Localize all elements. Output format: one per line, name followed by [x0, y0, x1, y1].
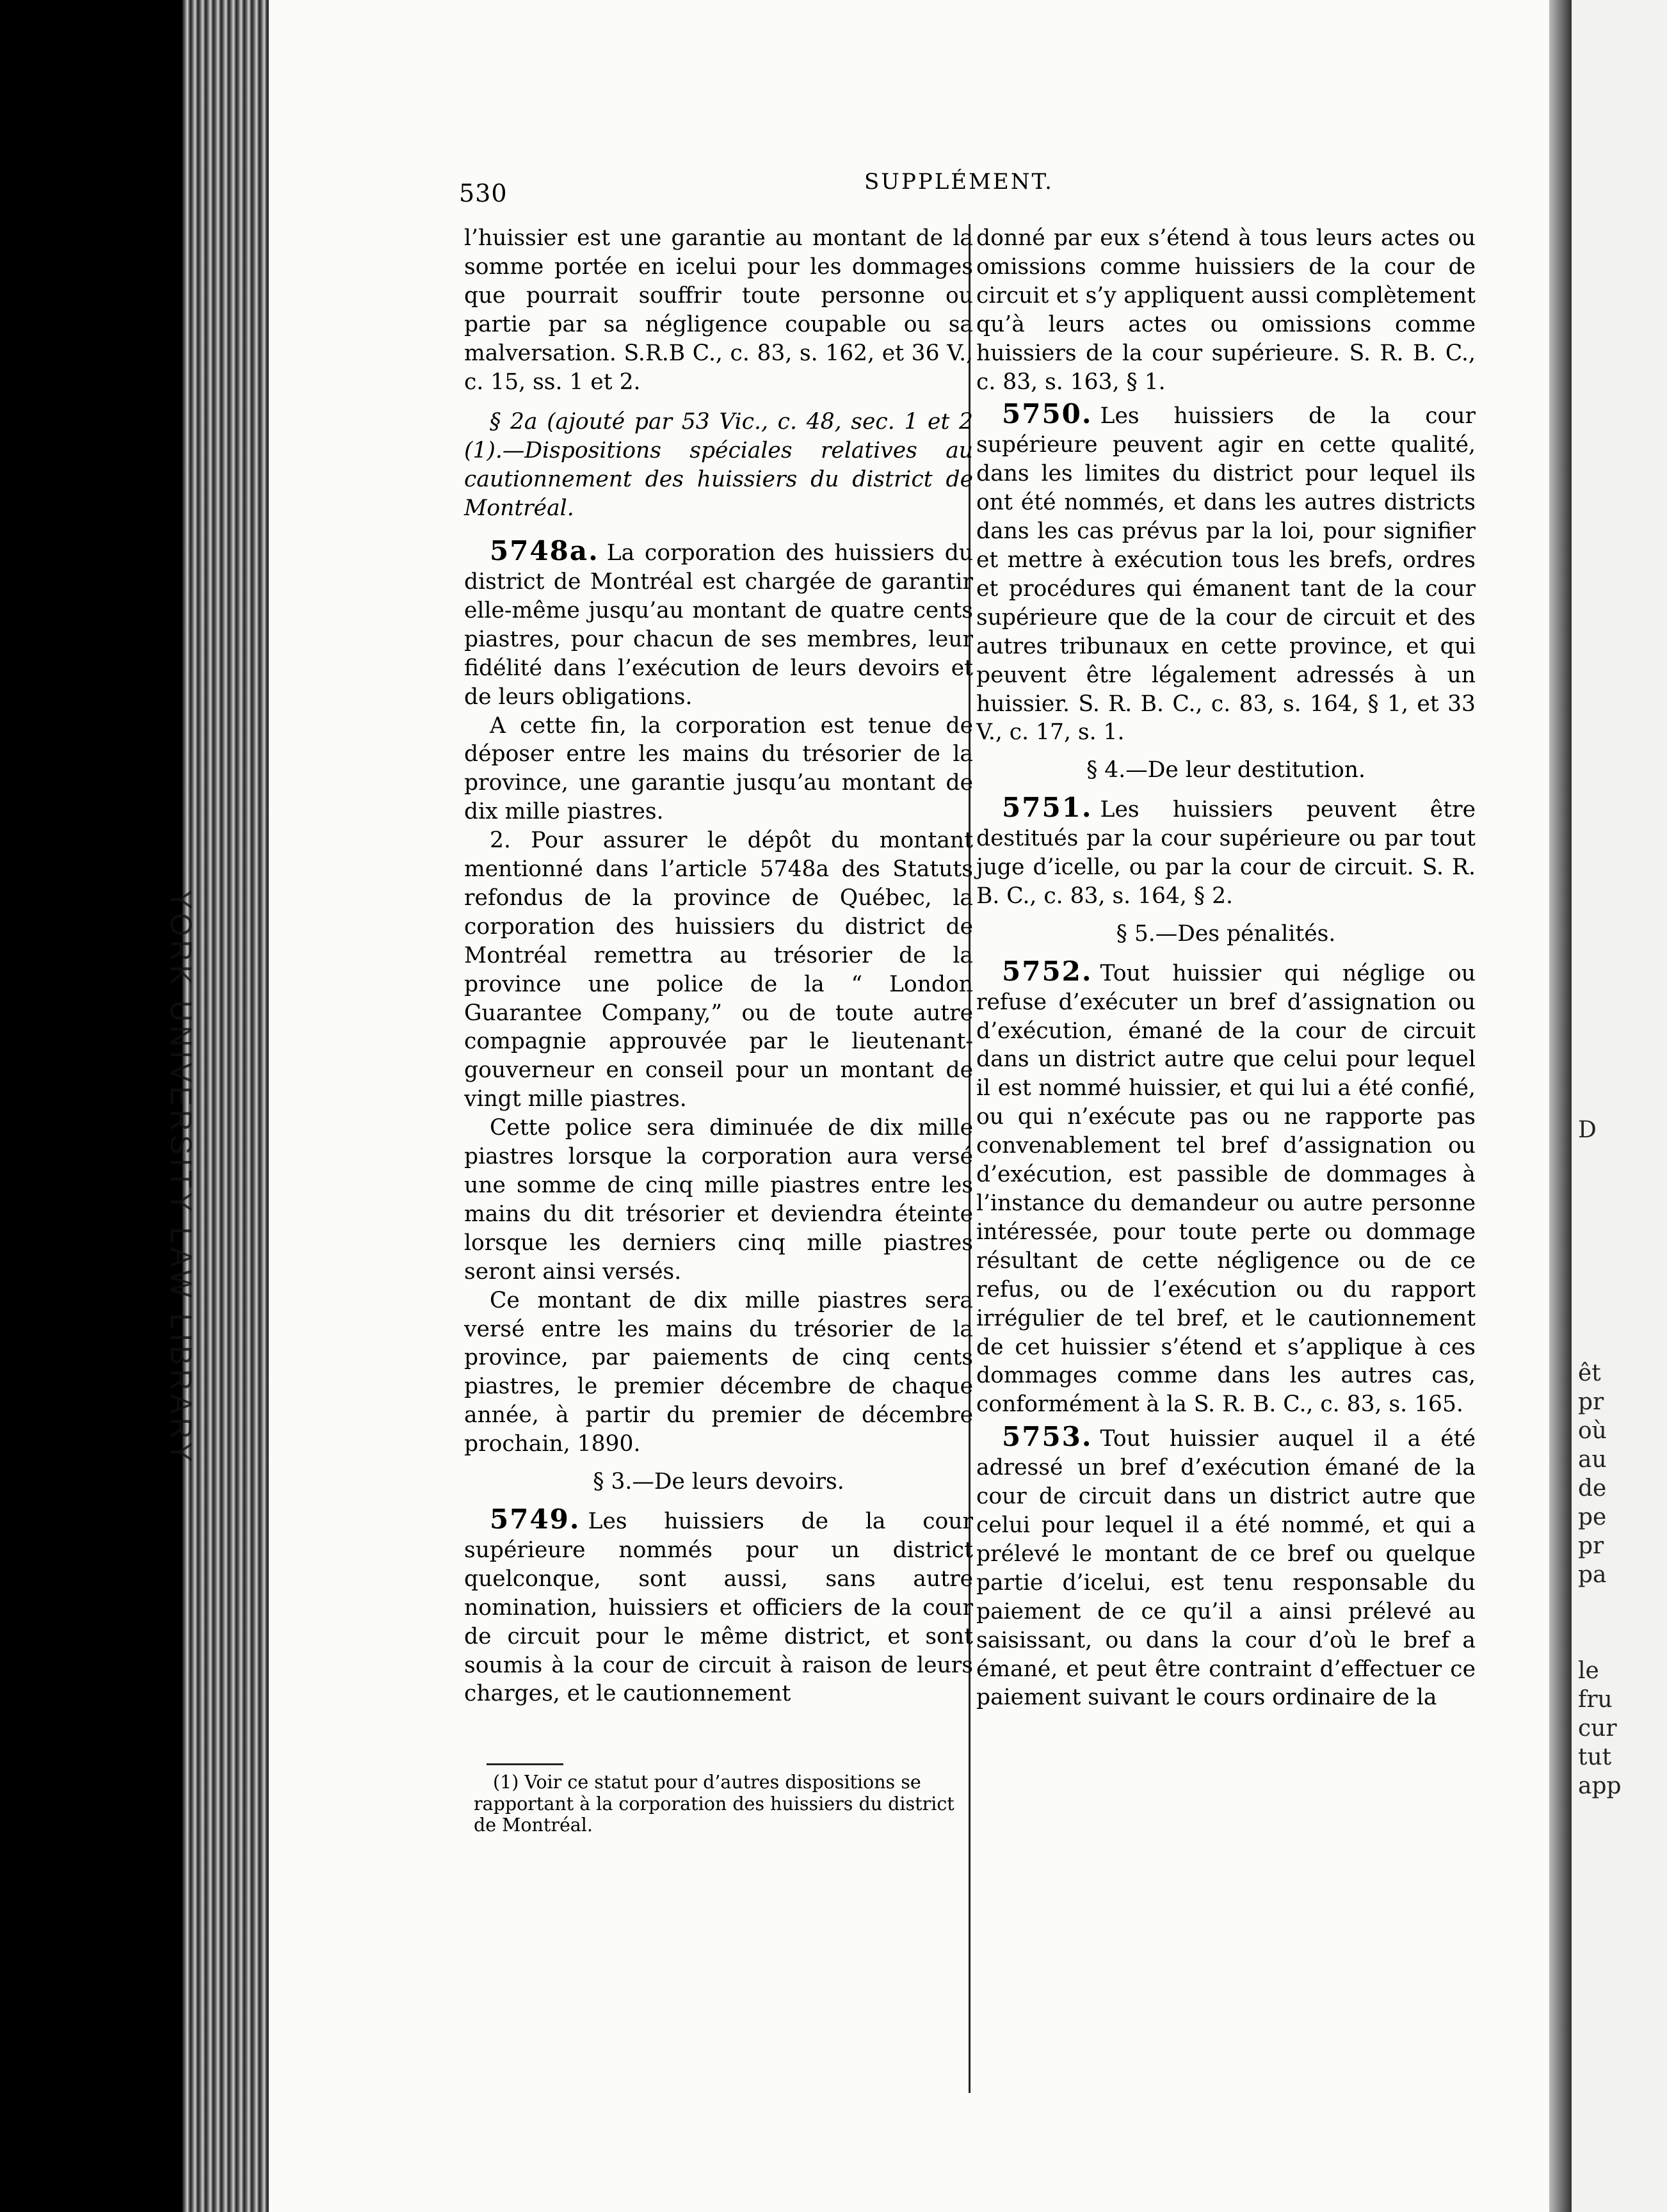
facing-page-fragment: app: [1578, 1773, 1622, 1799]
paragraph: 2. Pour assurer le dépôt du montant mentionné dans l’article 5748a des Statuts refondus de la province de Québec, la corporation des huissiers du district de Montréal remettra au trésorier de la province une police de la “ London Guarantee Company,” ou de toute autre compagnie approuvée par le lieutenant-gouverneur en conseil pour un montant de vingt mille piastres.: [464, 828, 973, 1112]
section-heading: § 5.—Des pénalités.: [1116, 920, 1336, 947]
footnote: [474, 1772, 979, 1836]
article-number: 5748a.: [490, 535, 599, 567]
facing-page-fragment: de: [1578, 1475, 1607, 1502]
paragraph: Ce montant de dix mille piastres sera versé entre les mains du trésorier de la province, par paiements de cinq cents piastres, le premier décembre de chaque année, à partir du premier de décembre prochain, 1890.: [464, 1287, 973, 1457]
article-text: Tout huissier qui néglige ou refuse d’exécuter un bref d’assignation ou d’exécution, émané de la cour de circuit dans un district autre que celui pour lequel il est nommé huissier, et qui lui a été confié, ou qui n’exécute pas ou ne rapporte pas convenablement tel bref d’assignation ou d’exécution, est passible de dommages à l’instance du demandeur ou autre personne intéressée, pour toute perte ou dommage résultant de cette négligence ou de ce refus, ou de l’exécution ou du rapport irrégulier de tel bref, et le cautionnement de cet huissier s’étend et s’applique à ces dommages comme dans les autres cas, conformément à la S. R. B. C., c. 83, s. 165.: [976, 960, 1476, 1418]
facing-page-fragment: êt: [1578, 1360, 1601, 1386]
left-column: [464, 224, 973, 1708]
article-5749: [464, 1505, 973, 1708]
facing-page-fragment: cur: [1578, 1715, 1617, 1742]
facing-page-fragment: au: [1578, 1447, 1607, 1473]
paragraph: A cette fin, la corporation est tenue de déposer entre les mains du trésorier de la province, une garantie jusqu’au montant de dix mille piastres.: [464, 712, 973, 825]
facing-page-fragment: tut: [1578, 1744, 1612, 1770]
facing-page-fragment: pr: [1578, 1533, 1604, 1559]
article-text: La corporation des huissiers du district de Montréal est chargée de garantir elle-même jusqu’au montant de quatre cents piastres, pour chacun de ses membres, leur fidélité dans l’exécution de leurs devoirs et de leurs obligations.: [464, 540, 973, 710]
article-text: Les huissiers peuvent être destitués par la cour supérieure ou par tout juge d’icelle, ou par la cour de circuit. S. R. B. C., c. 83, s. 164, § 2.: [976, 797, 1476, 909]
section-heading: § 4.—De leur destitution.: [1086, 757, 1365, 783]
facing-page-fragment: fru: [1578, 1687, 1613, 1713]
article-5753: [976, 1423, 1476, 1712]
facing-page-fragment: pa: [1578, 1562, 1607, 1588]
facing-page-fragment: pe: [1578, 1504, 1607, 1530]
section-rubric: § 2a (ajouté par 53 Vic., c. 48, sec. 1 et 2 (1).—Dispositions spéciales relatives au cautionnement des huissiers du district de Montréal.: [464, 409, 973, 522]
book-gutter: [1549, 0, 1572, 2212]
article-number: 5750.: [1002, 398, 1093, 430]
section-heading: § 3.—De leurs devoirs.: [593, 1469, 844, 1495]
scan-background: [0, 0, 182, 2212]
footnote-text: (1) Voir ce statut pour d’autres dispositions se rapportant à la corporation des huissiers du district de Montréal.: [474, 1772, 954, 1836]
running-title: SUPPLÉMENT.: [864, 169, 1054, 195]
paragraph-continued: l’huissier est une garantie au montant de la somme portée en icelui pour les dommages que pourrait souffrir toute personne ou partie par sa négligence coupable ou sa malversation. S.R.B C., c. 83, s. 162, et 36 V., c. 15, ss. 1 et 2.: [464, 225, 973, 395]
article-number: 5751.: [1002, 792, 1093, 824]
library-spine-stamp: YORK UNIVERSITY LAW LIBRARY: [165, 890, 198, 1466]
page-number: 530: [459, 179, 508, 207]
article-number: 5749.: [490, 1503, 581, 1535]
article-5752: [976, 955, 1476, 1420]
article-number: 5753.: [1002, 1421, 1093, 1453]
article-text: Les huissiers de la cour supérieure peuvent agir en cette qualité, dans les limites du district pour lequel ils ont été nommés, et dans les autres districts dans les cas prévus par la loi, pour signifier et mettre à exécution tous les brefs, ordres et procédures qui émanent tant de la cour supérieure que de la cour de circuit et des autres tribunaux en cette province, et qui peuvent être légalement adressés à un huissier. S. R. B. C., c. 83, s. 164, § 1, et 33 V., c. 17, s. 1.: [976, 403, 1476, 746]
paragraph: Cette police sera diminuée de dix mille piastres lorsque la corporation aura versé une somme de cinq mille piastres entre les mains du dit trésorier et deviendra éteinte lorsque les derniers cinq mille piastres seront ainsi versés.: [464, 1115, 973, 1285]
article-text: Tout huissier auquel il a été adressé un bref d’exécution émané de la cour de circuit dans un district autre que celui pour lequel il a été nommé, et qui a prélevé le montant de ce bref ou quelque partie d’icelui, est tenu responsable du paiement de ce qu’il a ainsi prélevé au saisissant, ou dans la cour d’où le bref a émané, et peut être contraint d’effectuer ce paiement suivant le cours ordinaire de la: [976, 1426, 1476, 1711]
article-5751: [976, 794, 1476, 911]
facing-page-edge: [1572, 0, 1667, 2212]
article-5748a: [464, 537, 973, 711]
footnote-rule: [487, 1763, 563, 1765]
facing-page-fragment: pr: [1578, 1389, 1604, 1415]
article-text: Les huissiers de la cour supérieure nommés pour un district quelconque, sont aussi, sans autre nomination, huissiers et officiers de la cour de circuit pour le même district, et sont soumis à la cour de circuit à raison de leurs charges, et le cautionnement: [464, 1508, 973, 1707]
article-number: 5752.: [1002, 955, 1093, 987]
facing-page-fragment: où: [1578, 1418, 1607, 1444]
right-column: [976, 224, 1476, 1712]
facing-page-fragment: le: [1578, 1658, 1599, 1684]
article-5750: [976, 400, 1476, 747]
paragraph-continued: donné par eux s’étend à tous leurs actes ou omissions comme huissiers de la cour de circuit et s’y appliquent aussi complètement qu’à leurs actes ou omissions comme huissiers de la cour supérieure. S. R. B. C., c. 83, s. 163, § 1.: [976, 225, 1476, 395]
facing-page-fragment: D: [1578, 1117, 1597, 1143]
